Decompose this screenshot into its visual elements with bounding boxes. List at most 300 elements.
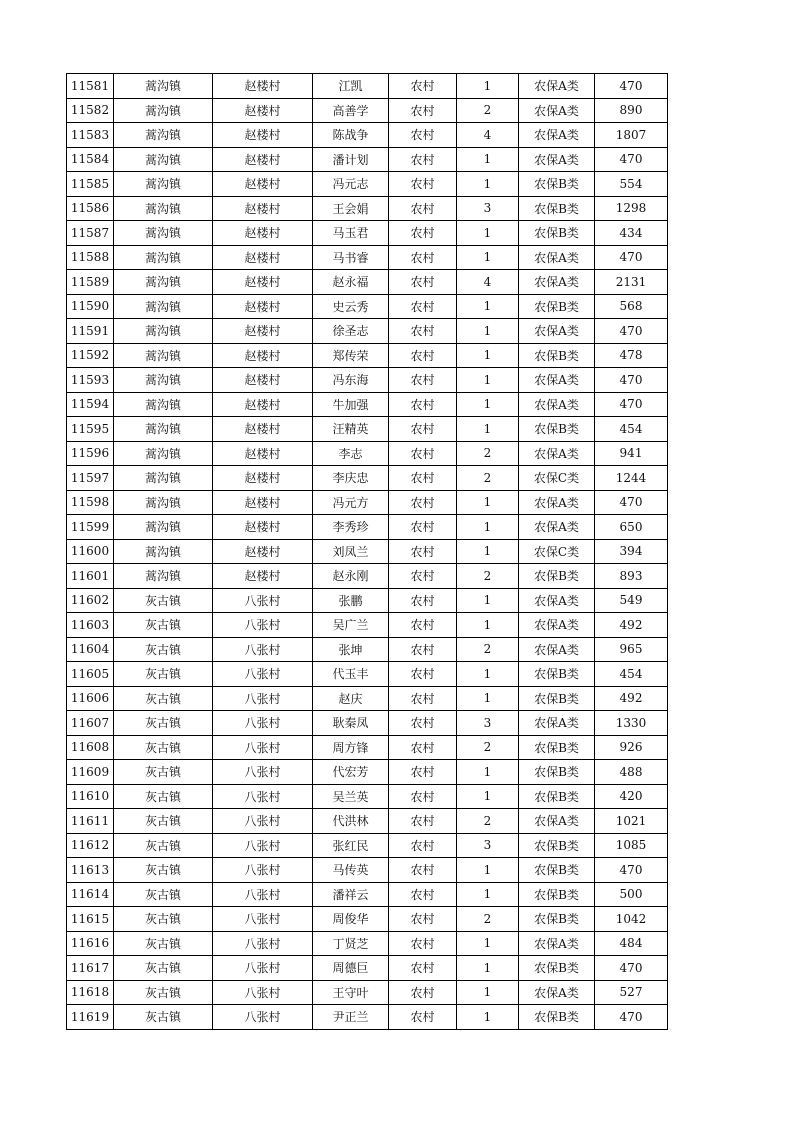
village-cell: 八张村 — [213, 637, 313, 662]
amount-cell: 488 — [595, 760, 668, 785]
table-row — [67, 735, 668, 760]
village-cell: 赵楼村 — [213, 343, 313, 368]
amount-cell: 1298 — [595, 196, 668, 221]
table-row — [67, 980, 668, 1005]
village-cell: 赵楼村 — [213, 490, 313, 515]
table-row — [67, 637, 668, 662]
insurance-class-cell: 农保A类 — [519, 319, 595, 344]
name-cell: 周方锋 — [313, 735, 389, 760]
household-count-cell: 1 — [457, 784, 519, 809]
town-cell: 灰古镇 — [114, 907, 213, 932]
village-cell: 赵楼村 — [213, 270, 313, 295]
row-number-cell: 11613 — [67, 858, 114, 883]
household-count-cell: 1 — [457, 417, 519, 442]
amount-cell: 470 — [595, 245, 668, 270]
town-cell: 灰古镇 — [114, 809, 213, 834]
insurance-class-cell: 农保C类 — [519, 539, 595, 564]
table-row — [67, 466, 668, 491]
table-row — [67, 515, 668, 540]
area-type-cell: 农村 — [389, 343, 457, 368]
household-count-cell: 3 — [457, 196, 519, 221]
row-number-cell: 11593 — [67, 368, 114, 393]
area-type-cell: 农村 — [389, 735, 457, 760]
insurance-class-cell: 农保B类 — [519, 343, 595, 368]
amount-cell: 893 — [595, 564, 668, 589]
insurance-class-cell: 农保A类 — [519, 711, 595, 736]
row-number-cell: 11582 — [67, 98, 114, 123]
table-row — [67, 270, 668, 295]
village-cell: 赵楼村 — [213, 98, 313, 123]
household-count-cell: 1 — [457, 662, 519, 687]
insurance-class-cell: 农保B类 — [519, 882, 595, 907]
insurance-class-cell: 农保B类 — [519, 784, 595, 809]
table-row — [67, 417, 668, 442]
amount-cell: 470 — [595, 392, 668, 417]
row-number-cell: 11604 — [67, 637, 114, 662]
name-cell: 冯元志 — [313, 172, 389, 197]
area-type-cell: 农村 — [389, 319, 457, 344]
beneficiary-table — [66, 73, 668, 1030]
insurance-class-cell: 农保A类 — [519, 368, 595, 393]
area-type-cell: 农村 — [389, 221, 457, 246]
village-cell: 赵楼村 — [213, 74, 313, 99]
amount-cell: 926 — [595, 735, 668, 760]
row-number-cell: 11602 — [67, 588, 114, 613]
town-cell: 灰古镇 — [114, 858, 213, 883]
row-number-cell: 11614 — [67, 882, 114, 907]
household-count-cell: 1 — [457, 245, 519, 270]
insurance-class-cell: 农保B类 — [519, 735, 595, 760]
household-count-cell: 1 — [457, 221, 519, 246]
amount-cell: 470 — [595, 368, 668, 393]
amount-cell: 484 — [595, 931, 668, 956]
area-type-cell: 农村 — [389, 196, 457, 221]
name-cell: 代洪林 — [313, 809, 389, 834]
area-type-cell: 农村 — [389, 882, 457, 907]
row-number-cell: 11603 — [67, 613, 114, 638]
area-type-cell: 农村 — [389, 392, 457, 417]
village-cell: 八张村 — [213, 980, 313, 1005]
amount-cell: 454 — [595, 417, 668, 442]
household-count-cell: 1 — [457, 74, 519, 99]
insurance-class-cell: 农保A类 — [519, 98, 595, 123]
area-type-cell: 农村 — [389, 490, 457, 515]
name-cell: 江凯 — [313, 74, 389, 99]
amount-cell: 470 — [595, 74, 668, 99]
row-number-cell: 11609 — [67, 760, 114, 785]
area-type-cell: 农村 — [389, 564, 457, 589]
household-count-cell: 1 — [457, 760, 519, 785]
row-number-cell: 11585 — [67, 172, 114, 197]
area-type-cell: 农村 — [389, 686, 457, 711]
town-cell: 蒿沟镇 — [114, 319, 213, 344]
household-count-cell: 1 — [457, 490, 519, 515]
town-cell: 蒿沟镇 — [114, 270, 213, 295]
row-number-cell: 11610 — [67, 784, 114, 809]
table-row — [67, 196, 668, 221]
insurance-class-cell: 农保A类 — [519, 245, 595, 270]
area-type-cell: 农村 — [389, 711, 457, 736]
household-count-cell: 1 — [457, 1005, 519, 1030]
town-cell: 蒿沟镇 — [114, 98, 213, 123]
table-row — [67, 662, 668, 687]
area-type-cell: 农村 — [389, 1005, 457, 1030]
town-cell: 蒿沟镇 — [114, 564, 213, 589]
village-cell: 赵楼村 — [213, 221, 313, 246]
household-count-cell: 2 — [457, 809, 519, 834]
insurance-class-cell: 农保B类 — [519, 662, 595, 687]
insurance-class-cell: 农保A类 — [519, 490, 595, 515]
village-cell: 八张村 — [213, 956, 313, 981]
village-cell: 八张村 — [213, 931, 313, 956]
village-cell: 八张村 — [213, 907, 313, 932]
name-cell: 尹正兰 — [313, 1005, 389, 1030]
amount-cell: 890 — [595, 98, 668, 123]
household-count-cell: 1 — [457, 858, 519, 883]
town-cell: 蒿沟镇 — [114, 539, 213, 564]
insurance-class-cell: 农保B类 — [519, 833, 595, 858]
area-type-cell: 农村 — [389, 539, 457, 564]
table-row — [67, 221, 668, 246]
town-cell: 灰古镇 — [114, 833, 213, 858]
amount-cell: 470 — [595, 490, 668, 515]
row-number-cell: 11611 — [67, 809, 114, 834]
table-row — [67, 882, 668, 907]
household-count-cell: 1 — [457, 931, 519, 956]
table-row — [67, 294, 668, 319]
household-count-cell: 1 — [457, 392, 519, 417]
insurance-class-cell: 农保A类 — [519, 931, 595, 956]
name-cell: 代玉丰 — [313, 662, 389, 687]
table-row — [67, 956, 668, 981]
name-cell: 史云秀 — [313, 294, 389, 319]
row-number-cell: 11581 — [67, 74, 114, 99]
insurance-class-cell: 农保B类 — [519, 172, 595, 197]
area-type-cell: 农村 — [389, 784, 457, 809]
household-count-cell: 2 — [457, 564, 519, 589]
village-cell: 赵楼村 — [213, 294, 313, 319]
village-cell: 八张村 — [213, 882, 313, 907]
insurance-class-cell: 农保A类 — [519, 123, 595, 148]
row-number-cell: 11596 — [67, 441, 114, 466]
row-number-cell: 11583 — [67, 123, 114, 148]
name-cell: 潘祥云 — [313, 882, 389, 907]
insurance-class-cell: 农保A类 — [519, 270, 595, 295]
insurance-class-cell: 农保B类 — [519, 858, 595, 883]
row-number-cell: 11586 — [67, 196, 114, 221]
amount-cell: 650 — [595, 515, 668, 540]
name-cell: 高善学 — [313, 98, 389, 123]
town-cell: 蒿沟镇 — [114, 123, 213, 148]
row-number-cell: 11601 — [67, 564, 114, 589]
household-count-cell: 1 — [457, 515, 519, 540]
town-cell: 蒿沟镇 — [114, 368, 213, 393]
table-row — [67, 319, 668, 344]
name-cell: 李志 — [313, 441, 389, 466]
name-cell: 吴广兰 — [313, 613, 389, 638]
name-cell: 汪精英 — [313, 417, 389, 442]
name-cell: 冯元方 — [313, 490, 389, 515]
name-cell: 王会娟 — [313, 196, 389, 221]
area-type-cell: 农村 — [389, 98, 457, 123]
town-cell: 灰古镇 — [114, 662, 213, 687]
village-cell: 八张村 — [213, 809, 313, 834]
row-number-cell: 11588 — [67, 245, 114, 270]
table-row — [67, 98, 668, 123]
row-number-cell: 11618 — [67, 980, 114, 1005]
table-row — [67, 711, 668, 736]
row-number-cell: 11607 — [67, 711, 114, 736]
area-type-cell: 农村 — [389, 466, 457, 491]
amount-cell: 568 — [595, 294, 668, 319]
insurance-class-cell: 农保A类 — [519, 147, 595, 172]
name-cell: 周德巨 — [313, 956, 389, 981]
area-type-cell: 农村 — [389, 760, 457, 785]
area-type-cell: 农村 — [389, 858, 457, 883]
amount-cell: 1085 — [595, 833, 668, 858]
household-count-cell: 4 — [457, 270, 519, 295]
town-cell: 蒿沟镇 — [114, 515, 213, 540]
amount-cell: 500 — [595, 882, 668, 907]
name-cell: 牛加强 — [313, 392, 389, 417]
household-count-cell: 1 — [457, 686, 519, 711]
row-number-cell: 11619 — [67, 1005, 114, 1030]
village-cell: 八张村 — [213, 735, 313, 760]
village-cell: 赵楼村 — [213, 441, 313, 466]
amount-cell: 492 — [595, 613, 668, 638]
household-count-cell: 1 — [457, 956, 519, 981]
name-cell: 李庆忠 — [313, 466, 389, 491]
table-row — [67, 613, 668, 638]
village-cell: 赵楼村 — [213, 147, 313, 172]
name-cell: 周俊华 — [313, 907, 389, 932]
village-cell: 赵楼村 — [213, 466, 313, 491]
household-count-cell: 1 — [457, 613, 519, 638]
name-cell: 张坤 — [313, 637, 389, 662]
household-count-cell: 2 — [457, 637, 519, 662]
village-cell: 赵楼村 — [213, 539, 313, 564]
row-number-cell: 11584 — [67, 147, 114, 172]
amount-cell: 2131 — [595, 270, 668, 295]
name-cell: 张红民 — [313, 833, 389, 858]
village-cell: 赵楼村 — [213, 564, 313, 589]
amount-cell: 470 — [595, 1005, 668, 1030]
table-row — [67, 809, 668, 834]
village-cell: 八张村 — [213, 760, 313, 785]
area-type-cell: 农村 — [389, 270, 457, 295]
row-number-cell: 11616 — [67, 931, 114, 956]
area-type-cell: 农村 — [389, 147, 457, 172]
insurance-class-cell: 农保A类 — [519, 588, 595, 613]
area-type-cell: 农村 — [389, 662, 457, 687]
name-cell: 冯东海 — [313, 368, 389, 393]
insurance-class-cell: 农保B类 — [519, 956, 595, 981]
name-cell: 郑传荣 — [313, 343, 389, 368]
village-cell: 赵楼村 — [213, 196, 313, 221]
name-cell: 李秀珍 — [313, 515, 389, 540]
area-type-cell: 农村 — [389, 172, 457, 197]
area-type-cell: 农村 — [389, 588, 457, 613]
row-number-cell: 11590 — [67, 294, 114, 319]
household-count-cell: 1 — [457, 539, 519, 564]
household-count-cell: 1 — [457, 368, 519, 393]
town-cell: 灰古镇 — [114, 735, 213, 760]
row-number-cell: 11606 — [67, 686, 114, 711]
insurance-class-cell: 农保A类 — [519, 613, 595, 638]
amount-cell: 394 — [595, 539, 668, 564]
town-cell: 蒿沟镇 — [114, 74, 213, 99]
amount-cell: 1042 — [595, 907, 668, 932]
table-row — [67, 392, 668, 417]
name-cell: 陈战争 — [313, 123, 389, 148]
amount-cell: 1807 — [595, 123, 668, 148]
town-cell: 蒿沟镇 — [114, 196, 213, 221]
area-type-cell: 农村 — [389, 368, 457, 393]
row-number-cell: 11599 — [67, 515, 114, 540]
area-type-cell: 农村 — [389, 441, 457, 466]
row-number-cell: 11598 — [67, 490, 114, 515]
table-row — [67, 172, 668, 197]
table-row — [67, 74, 668, 99]
household-count-cell: 3 — [457, 711, 519, 736]
table-row — [67, 441, 668, 466]
insurance-class-cell: 农保B类 — [519, 907, 595, 932]
amount-cell: 527 — [595, 980, 668, 1005]
amount-cell: 420 — [595, 784, 668, 809]
town-cell: 灰古镇 — [114, 760, 213, 785]
table-row — [67, 907, 668, 932]
area-type-cell: 农村 — [389, 956, 457, 981]
town-cell: 蒿沟镇 — [114, 294, 213, 319]
row-number-cell: 11594 — [67, 392, 114, 417]
row-number-cell: 11612 — [67, 833, 114, 858]
table-body — [67, 74, 668, 1030]
insurance-class-cell: 农保B类 — [519, 196, 595, 221]
amount-cell: 549 — [595, 588, 668, 613]
household-count-cell: 1 — [457, 588, 519, 613]
household-count-cell: 4 — [457, 123, 519, 148]
town-cell: 灰古镇 — [114, 956, 213, 981]
household-count-cell: 1 — [457, 294, 519, 319]
row-number-cell: 11589 — [67, 270, 114, 295]
village-cell: 八张村 — [213, 686, 313, 711]
town-cell: 灰古镇 — [114, 980, 213, 1005]
village-cell: 赵楼村 — [213, 392, 313, 417]
village-cell: 八张村 — [213, 1005, 313, 1030]
town-cell: 灰古镇 — [114, 637, 213, 662]
town-cell: 灰古镇 — [114, 882, 213, 907]
table-row — [67, 1005, 668, 1030]
household-count-cell: 1 — [457, 319, 519, 344]
table-row — [67, 368, 668, 393]
name-cell: 马玉君 — [313, 221, 389, 246]
village-cell: 赵楼村 — [213, 417, 313, 442]
name-cell: 徐圣志 — [313, 319, 389, 344]
amount-cell: 1330 — [595, 711, 668, 736]
household-count-cell: 2 — [457, 98, 519, 123]
table-row — [67, 588, 668, 613]
household-count-cell: 1 — [457, 343, 519, 368]
insurance-class-cell: 农保B类 — [519, 221, 595, 246]
row-number-cell: 11617 — [67, 956, 114, 981]
area-type-cell: 农村 — [389, 980, 457, 1005]
table-row — [67, 784, 668, 809]
area-type-cell: 农村 — [389, 515, 457, 540]
town-cell: 蒿沟镇 — [114, 147, 213, 172]
row-number-cell: 11597 — [67, 466, 114, 491]
name-cell: 丁贤芝 — [313, 931, 389, 956]
household-count-cell: 1 — [457, 147, 519, 172]
amount-cell: 965 — [595, 637, 668, 662]
amount-cell: 434 — [595, 221, 668, 246]
household-count-cell: 3 — [457, 833, 519, 858]
village-cell: 八张村 — [213, 613, 313, 638]
household-count-cell: 2 — [457, 735, 519, 760]
village-cell: 赵楼村 — [213, 123, 313, 148]
table-row — [67, 245, 668, 270]
table-row — [67, 123, 668, 148]
village-cell: 八张村 — [213, 662, 313, 687]
town-cell: 灰古镇 — [114, 931, 213, 956]
household-count-cell: 1 — [457, 172, 519, 197]
town-cell: 蒿沟镇 — [114, 417, 213, 442]
town-cell: 蒿沟镇 — [114, 172, 213, 197]
insurance-class-cell: 农保A类 — [519, 392, 595, 417]
name-cell: 王守叶 — [313, 980, 389, 1005]
amount-cell: 554 — [595, 172, 668, 197]
name-cell: 代宏芳 — [313, 760, 389, 785]
area-type-cell: 农村 — [389, 294, 457, 319]
table-row — [67, 147, 668, 172]
amount-cell: 1244 — [595, 466, 668, 491]
town-cell: 蒿沟镇 — [114, 441, 213, 466]
household-count-cell: 2 — [457, 907, 519, 932]
insurance-class-cell: 农保B类 — [519, 564, 595, 589]
village-cell: 八张村 — [213, 711, 313, 736]
name-cell: 吴兰英 — [313, 784, 389, 809]
table-row — [67, 564, 668, 589]
town-cell: 蒿沟镇 — [114, 343, 213, 368]
name-cell: 赵永福 — [313, 270, 389, 295]
insurance-class-cell: 农保B类 — [519, 1005, 595, 1030]
name-cell: 赵庆 — [313, 686, 389, 711]
village-cell: 赵楼村 — [213, 515, 313, 540]
name-cell: 马传英 — [313, 858, 389, 883]
area-type-cell: 农村 — [389, 613, 457, 638]
amount-cell: 454 — [595, 662, 668, 687]
area-type-cell: 农村 — [389, 245, 457, 270]
name-cell: 耿秦凤 — [313, 711, 389, 736]
insurance-class-cell: 农保A类 — [519, 980, 595, 1005]
table-row — [67, 490, 668, 515]
village-cell: 赵楼村 — [213, 368, 313, 393]
insurance-class-cell: 农保A类 — [519, 809, 595, 834]
table-row — [67, 833, 668, 858]
row-number-cell: 11600 — [67, 539, 114, 564]
town-cell: 蒿沟镇 — [114, 392, 213, 417]
insurance-class-cell: 农保A类 — [519, 441, 595, 466]
town-cell: 灰古镇 — [114, 1005, 213, 1030]
town-cell: 灰古镇 — [114, 711, 213, 736]
row-number-cell: 11608 — [67, 735, 114, 760]
table-row — [67, 539, 668, 564]
row-number-cell: 11595 — [67, 417, 114, 442]
amount-cell: 470 — [595, 956, 668, 981]
row-number-cell: 11592 — [67, 343, 114, 368]
area-type-cell: 农村 — [389, 833, 457, 858]
row-number-cell: 11615 — [67, 907, 114, 932]
name-cell: 刘凤兰 — [313, 539, 389, 564]
